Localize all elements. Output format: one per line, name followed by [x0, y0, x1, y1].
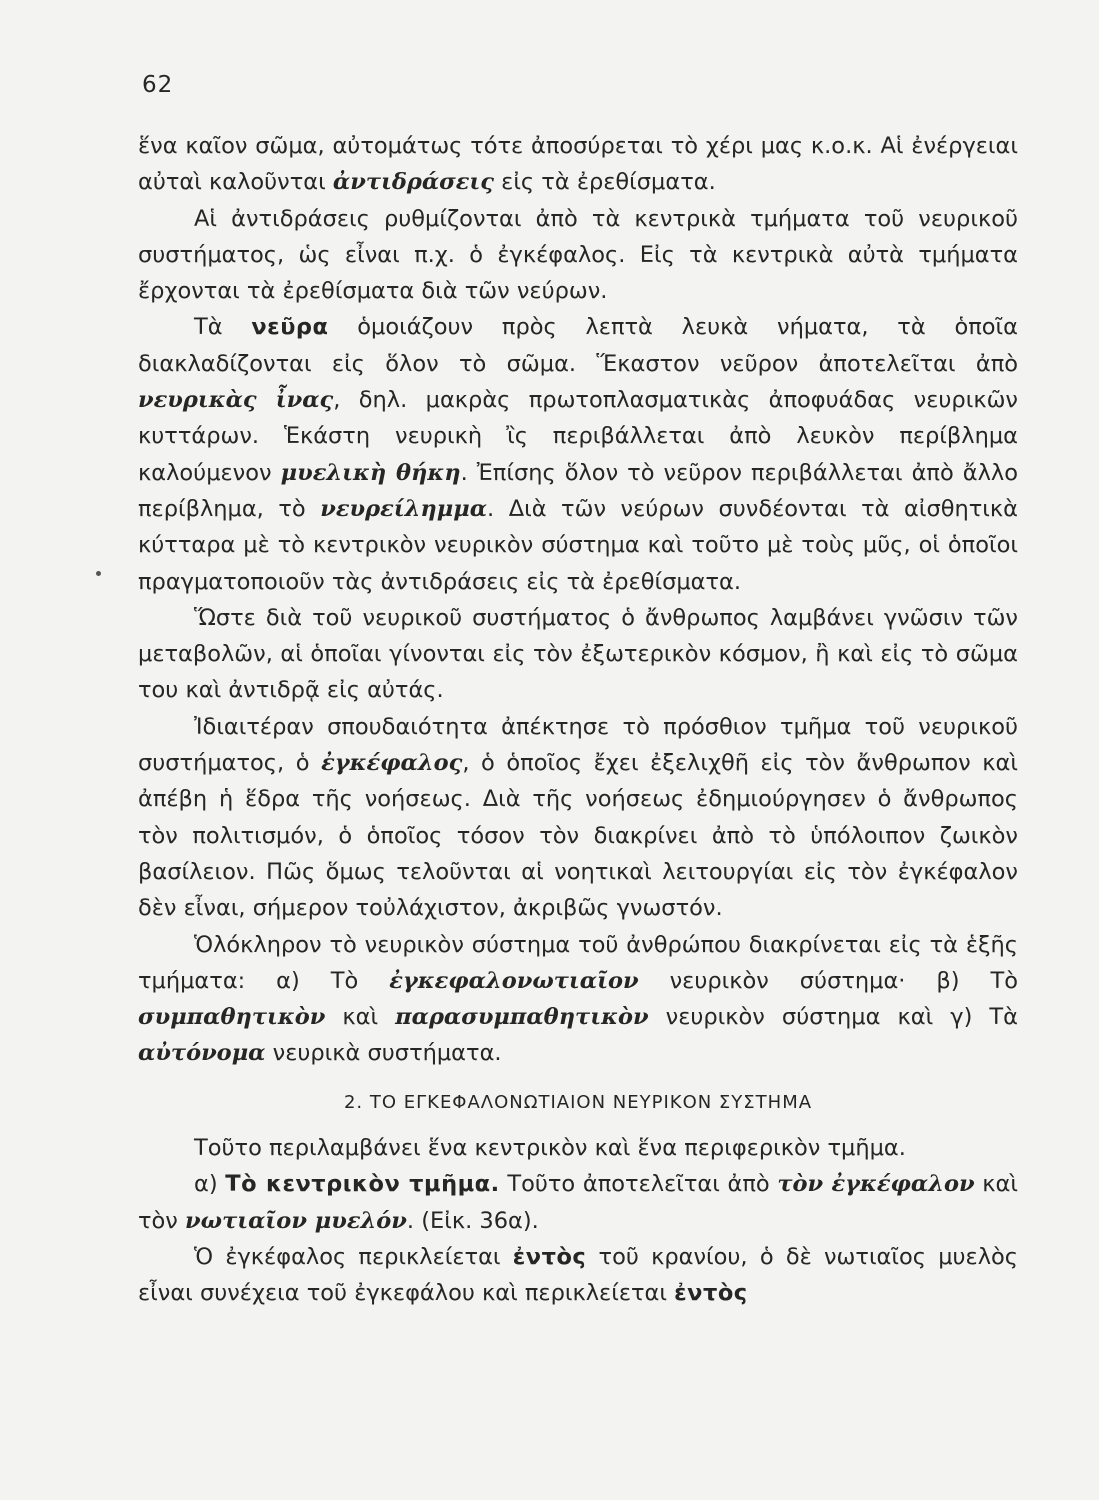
paragraph-9 [138, 1239, 1018, 1312]
body-text [138, 128, 1018, 1312]
spaced-term: Τὸ κεντρικὸν τμῆμα. [225, 1171, 500, 1198]
emphasis-term: μυελικὴ θήκη [280, 459, 461, 486]
text-run: Ὁ ἐγκέφαλος περικλείεται [194, 1243, 513, 1270]
text-run: νευρικὰ συστήματα. [265, 1040, 502, 1067]
emphasis-term: ἀντιδράσεις [332, 169, 494, 196]
text-run: Τοῦτο ἀποτελεῖται ἀπὸ [499, 1171, 778, 1198]
text-run: , ὁ ὁποῖος ἔχει ἐξελιχθῆ εἰς τὸν ἄνθρωπον καὶ ἀπέβη ἡ ἕδρα τῆς νοήσεως. Διὰ τῆς νοήσεως ἐδημιούργησεν ὁ ἄνθρωπος τὸν πολιτισμόν, ὁ ὁποῖος τόσον τὸν διακρίνει ἀπὸ τὸ ὑπόλοιπον ζωικὸν βασίλειον. Πῶς ὅμως τελοῦνται αἱ νοητικαὶ λειτουργίαι εἰς τὸν ἐγκέφαλον δὲν εἶναι, σήμερον τοὐλάχιστον, ἀκριβῶς γνωστόν. [138, 750, 1019, 922]
emphasis-term: νευρικὰς ἶνας [138, 387, 334, 414]
text-run: νευρικὸν σύστημα· β) Τὸ [638, 967, 1018, 994]
text-run: Τὰ [194, 314, 252, 341]
paragraph-1 [138, 128, 1018, 201]
emphasis-term: συμπαθητικὸν [138, 1004, 326, 1031]
text-run: α) [194, 1171, 226, 1198]
text-run: ἕνα καῖον σῶμα, αὐτομάτως τότε ἀποσύρεται τὸ χέρι μας κ.ο.κ. Αἱ ἐνέργειαι αὐταὶ καλοῦνται [138, 133, 1018, 196]
text-run: Ὁλόκληρον τὸ νευρικὸν σύστημα τοῦ ἀνθρώπου διακρίνεται εἰς τὰ ἑξῆς τμήματα: α) Τὸ [138, 931, 1018, 994]
emphasis-term: ἐγκέφαλος [321, 750, 463, 777]
emphasis-term: αὐτόνομα [138, 1040, 266, 1067]
text-run: τοῦ κρανίου, ὁ δὲ νωτιαῖος μυελὸς εἶναι συνέχεια τοῦ ἐγκεφάλου καὶ περικλείεται [138, 1243, 1018, 1307]
page-number: 62 [142, 72, 174, 98]
paragraph-7: Τοῦτο περιλαμβάνει ἕνα κεντρικὸν καὶ ἕνα περιφερικὸν τμῆμα. [194, 1135, 906, 1162]
text-run: καὶ [325, 1004, 396, 1031]
paragraph-5 [138, 709, 1018, 927]
paragraph-6 [138, 927, 1018, 1072]
text-run: εἰς τὰ ἐρεθίσματα. [494, 169, 716, 196]
paragraph-4: Ὥστε διὰ τοῦ νευρικοῦ συστήματος ὁ ἄνθρωπος λαμβάνει γνῶσιν τῶν μεταβολῶν, αἱ ὁποῖαι γίνονται εἰς τὸν ἐξωτερικὸν κόσμον, ἢ καὶ εἰς τὸ σῶμα του καὶ ἀντιδρᾷ εἰς αὐτάς. [138, 604, 1018, 704]
emphasis-term: νευρείλημμα [320, 495, 488, 522]
emphasis-term: νωτιαῖον μυελόν [185, 1207, 407, 1234]
bold-term: ἐντὸς [674, 1280, 748, 1307]
text-run: . (Εἰκ. 36α). [406, 1207, 539, 1234]
text-run: καὶ τὸν [138, 1171, 1019, 1234]
section-heading: 2. ΤΟ ΕΓΚΕΦΑΛΟΝΩΤΙΑΙΟΝ ΝΕΥΡΙΚΟΝ ΣΥΣΤΗΜΑ [343, 1091, 813, 1113]
bold-term: ἐντὸς [512, 1243, 587, 1270]
paragraph-3 [138, 309, 1018, 599]
emphasis-term: τὸν ἐγκέφαλον [777, 1171, 975, 1198]
text-run: Ἰδιαιτέραν σπουδαιότητα ἀπέκτησε τὸ πρόσθιον τμῆμα τοῦ νευρικοῦ συστήματος, ὁ [138, 713, 1018, 777]
emphasis-term: παρασυμπαθητικὸν [395, 1004, 649, 1031]
text-run: ὁμοιάζουν πρὸς λεπτὰ λευκὰ νήματα, τὰ ὁποῖα διακλαδίζονται εἰς ὅλον τὸ σῶμα. Ἕκαστον νεῦρον ἀποτελεῖται ἀπὸ [138, 314, 1018, 377]
text-run: . Ἐπίσης ὅλον τὸ νεῦρον περιβάλλεται ἀπὸ ἄλλο περίβλημα, τὸ [138, 459, 1018, 522]
text-run: , δηλ. μακρὰς πρωτοπλασματικὰς ἀποφυάδας νευρικῶν κυττάρων. Ἑκάστη νευρικὴ ἲς περιβάλλεται ἀπὸ λευκὸν περίβλημα καλούμενον [138, 387, 1018, 486]
paragraph-2: Αἱ ἀντιδράσεις ρυθμίζονται ἀπὸ τὰ κεντρικὰ τμήματα τοῦ νευρικοῦ συστήματος, ὡς εἶναι π.χ. ὁ ἐγκέφαλος. Εἰς τὰ κεντρικὰ αὐτὰ τμήματα ἔρχονται τὰ ἐρεθίσματα διὰ τῶν νεύρων. [138, 205, 1018, 305]
paragraph-8 [138, 1166, 1018, 1239]
text-run: νευρικὸν σύστημα καὶ γ) Τὰ [648, 1004, 1018, 1031]
margin-dot [96, 571, 101, 576]
spaced-term: νεῦρα [251, 314, 329, 341]
emphasis-term: ἐγκεφαλονωτιαῖον [389, 967, 639, 994]
text-run: . Διὰ τῶν νεύρων συνδέονται τὰ αἰσθητικὰ κύτταρα μὲ τὸ κεντρικὸν νευρικὸν σύστημα καὶ τοῦτο μὲ τοὺς μῦς, οἱ ὁποῖοι πραγματοποιοῦν τὰς ἀντιδράσεις εἰς τὰ ἐρεθίσματα. [138, 495, 1018, 595]
